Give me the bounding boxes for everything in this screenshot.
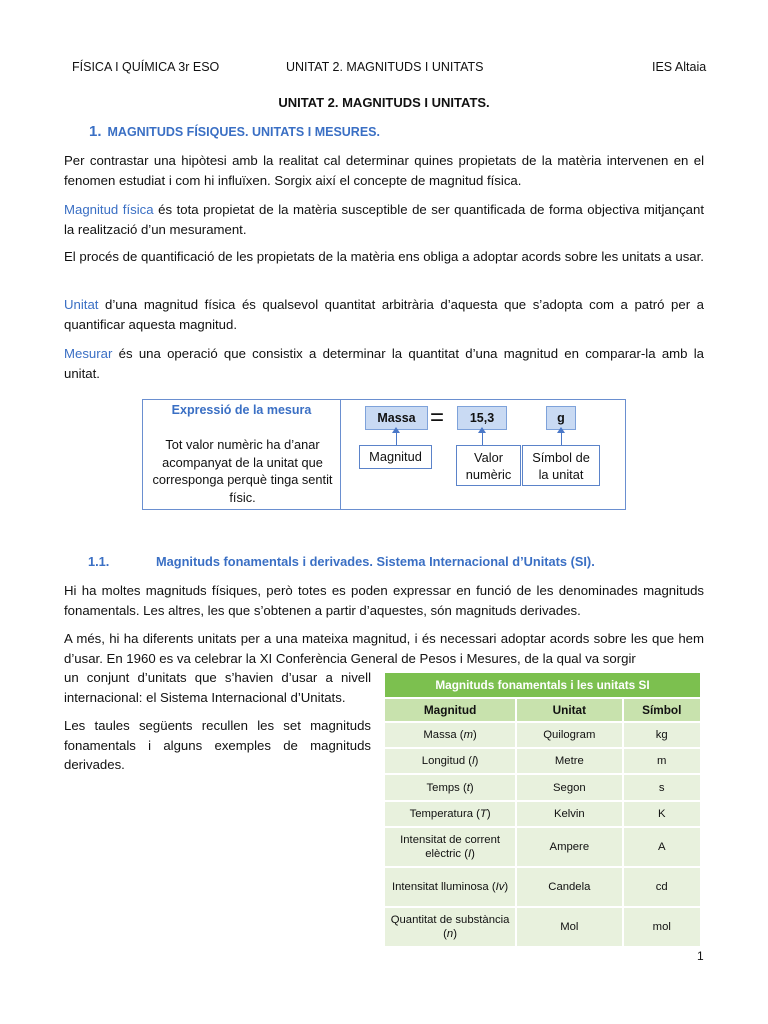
label-valor-numeric: Valor numèric	[456, 445, 521, 486]
paragraph-hypothesis: Per contrastar una hipòtesi amb la realitat cal determinar quines propietats de la matèria intervenen en el fenomen estudiat i com hi influïxen. Sorgix així el concepte de magnitud física.	[64, 153, 704, 188]
column-header: Magnitud	[385, 699, 515, 721]
symbol-cell: cd	[624, 868, 700, 906]
paragraph-fundamental-derived: Hi ha moltes magnituds físiques, però totes es poden expressar en funció de les denominades magnituds fonamentals. Les altres, les que s’obtenen a partir d’aquestes, són magnituds derivades.	[64, 583, 704, 618]
unit-cell: Ampere	[517, 828, 621, 866]
measure-box-title: Expressió de la mesura	[171, 403, 312, 417]
symbol-cell: K	[624, 802, 700, 826]
measure-box-text: Tot valor numèric ha d’anar acompanyat de la unitat que corresponga perquè tinga sentit físic.	[152, 437, 333, 505]
term-unitat: Unitat	[64, 297, 99, 312]
quantity-box: Massa	[365, 406, 428, 430]
paragraph-si-intro: un conjunt d’unitats que s’havien d’usar a nivell internacional: el Sistema Internacional d’Unitats.	[64, 670, 371, 705]
magnitud-cell: Temps (t)	[385, 775, 515, 800]
paragraph-magnitud-definition	[64, 200, 704, 239]
paragraph-tables-intro: Les taules següents recullen les set magnituds fonamentals i alguns exemples de magnituds derivades.	[64, 718, 371, 772]
magnitud-cell: Temperatura (T)	[385, 802, 515, 826]
table-row	[385, 802, 700, 826]
paragraph-units-agreement: El procés de quantificació de les propietats de la matèria ens obliga a adoptar acords sobre les unitats a usar.	[64, 249, 704, 264]
table-row	[385, 775, 700, 800]
unit-box: g	[546, 406, 576, 430]
symbol-cell: kg	[624, 723, 700, 747]
paragraph-unitat-definition	[64, 295, 704, 334]
table-row	[385, 749, 700, 773]
unit-cell: Segon	[517, 775, 621, 800]
magnitud-cell: Massa (m)	[385, 723, 515, 747]
arrow-up-icon	[396, 432, 397, 445]
arrow-up-icon	[482, 432, 483, 445]
term-magnitud-fisica: Magnitud física	[64, 202, 154, 217]
paragraph-conference: A més, hi ha diferents unitats per a una mateixa magnitud, i és necessari adoptar acords sobre les que hem d’usar. En 1960 es va celebrar la XI Conferència General de Pesos i Mesures, de la qual va sorgir	[64, 631, 704, 666]
symbol-cell: s	[624, 775, 700, 800]
page-number: 1	[697, 949, 704, 963]
magnitud-cell: Intensitat lluminosa (Iv)	[385, 868, 515, 906]
table-row	[385, 868, 700, 906]
section-number: 1.1.	[88, 554, 110, 569]
paragraph-mesurar-definition	[64, 344, 704, 383]
unit-cell: Mol	[517, 908, 621, 946]
section-title: Magnituds fonamentals i derivades. Sistema Internacional d’Unitats (SI).	[156, 554, 595, 569]
label-simbol-unitat: Símbol de la unitat	[522, 445, 600, 486]
value-box: 15,3	[457, 406, 507, 430]
unit-cell: Metre	[517, 749, 621, 773]
unit-cell: Quilogram	[517, 723, 621, 747]
magnitud-cell: Intensitat de corrent elèctric (I)	[385, 828, 515, 866]
table-row	[385, 828, 700, 866]
header-course: FÍSICA I QUÍMICA 3r ESO	[72, 60, 220, 74]
column-header: Símbol	[624, 699, 700, 721]
unit-cell: Candela	[517, 868, 621, 906]
term-mesurar: Mesurar	[64, 346, 113, 361]
symbol-cell: m	[624, 749, 700, 773]
definition-text: d’una magnitud física és qualsevol quantitat arbitrària d’aquesta que s’adopta com a patró per a quantificar aquesta magnitud.	[64, 297, 704, 332]
column-header: Unitat	[517, 699, 621, 721]
header-school: IES Altaia	[652, 60, 707, 74]
equals-sign: =	[430, 404, 445, 431]
header-unit: UNITAT 2. MAGNITUDS I UNITATS	[286, 60, 484, 74]
section-1-heading	[89, 123, 380, 140]
unit-cell: Kelvin	[517, 802, 621, 826]
document-title: UNITAT 2. MAGNITUDS I UNITATS.	[278, 95, 490, 110]
label-magnitud: Magnitud	[359, 445, 432, 469]
si-base-units-table	[383, 671, 702, 948]
symbol-cell: A	[624, 828, 700, 866]
table-caption: Magnituds fonamentals i les unitats SI	[385, 673, 700, 697]
measurement-expression-box	[142, 399, 626, 510]
magnitud-cell: Longitud (l)	[385, 749, 515, 773]
magnitud-cell: Quantitat de substància (n)	[385, 908, 515, 946]
box-divider	[340, 400, 341, 509]
definition-text: és una operació que consistix a determinar la quantitat d’una magnitud en comparar-la amb la unitat.	[64, 346, 704, 381]
section-title: MAGNITUDS FÍSIQUES. UNITATS I MESURES.	[107, 125, 380, 139]
table-row	[385, 908, 700, 946]
arrow-up-icon	[561, 432, 562, 445]
section-1-1-heading	[88, 554, 595, 569]
symbol-cell: mol	[624, 908, 700, 946]
section-number: 1.	[89, 123, 102, 140]
definition-text: és tota propietat de la matèria susceptible de ser quantificada de forma objectiva mitjançant la realització d’un mesurament.	[64, 202, 704, 237]
table-row	[385, 723, 700, 747]
